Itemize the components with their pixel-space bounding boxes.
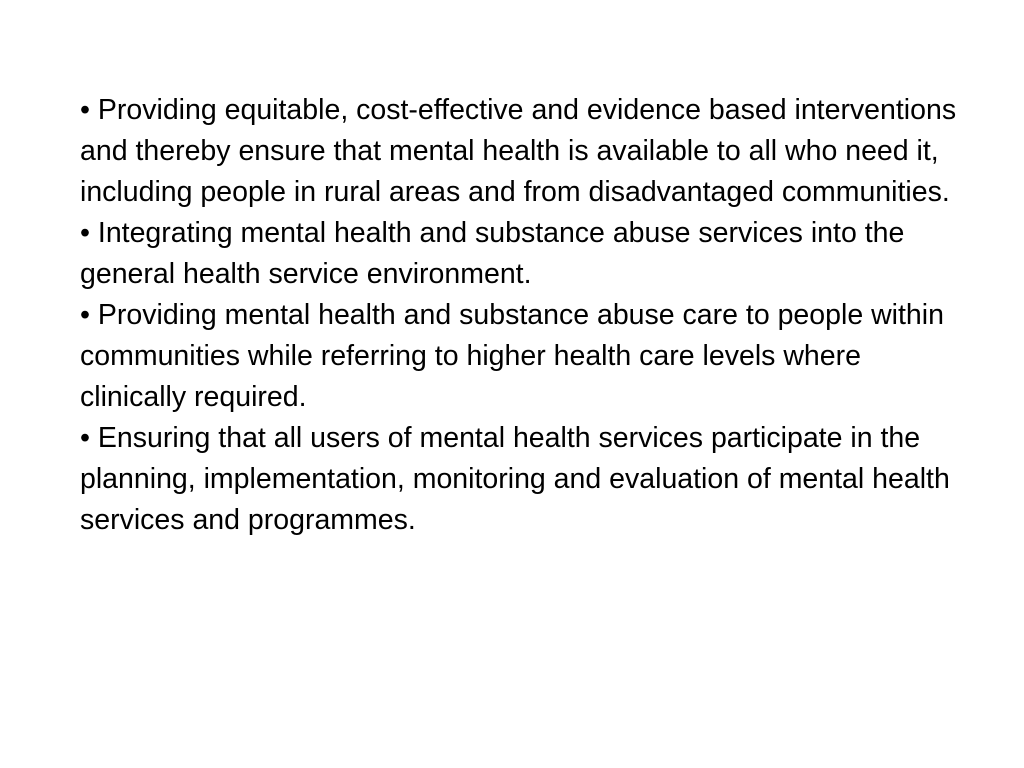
bullet-item: • Integrating mental health and substance abuse services into the general health service environment. (80, 217, 905, 290)
bullet-item: • Providing mental health and substance abuse care to people within communities while referring to higher health care levels where clinically required. (80, 299, 944, 413)
bullet-item: • Ensuring that all users of mental health services participate in the planning, implementation, monitoring and evaluation of mental health services and programmes. (80, 422, 950, 536)
bullet-item: • Providing equitable, cost-effective and evidence based interventions and thereby ensure that mental health is available to all who need it, including people in rural areas and from disadvantaged communities. (80, 94, 957, 208)
bullet-list (80, 90, 970, 541)
